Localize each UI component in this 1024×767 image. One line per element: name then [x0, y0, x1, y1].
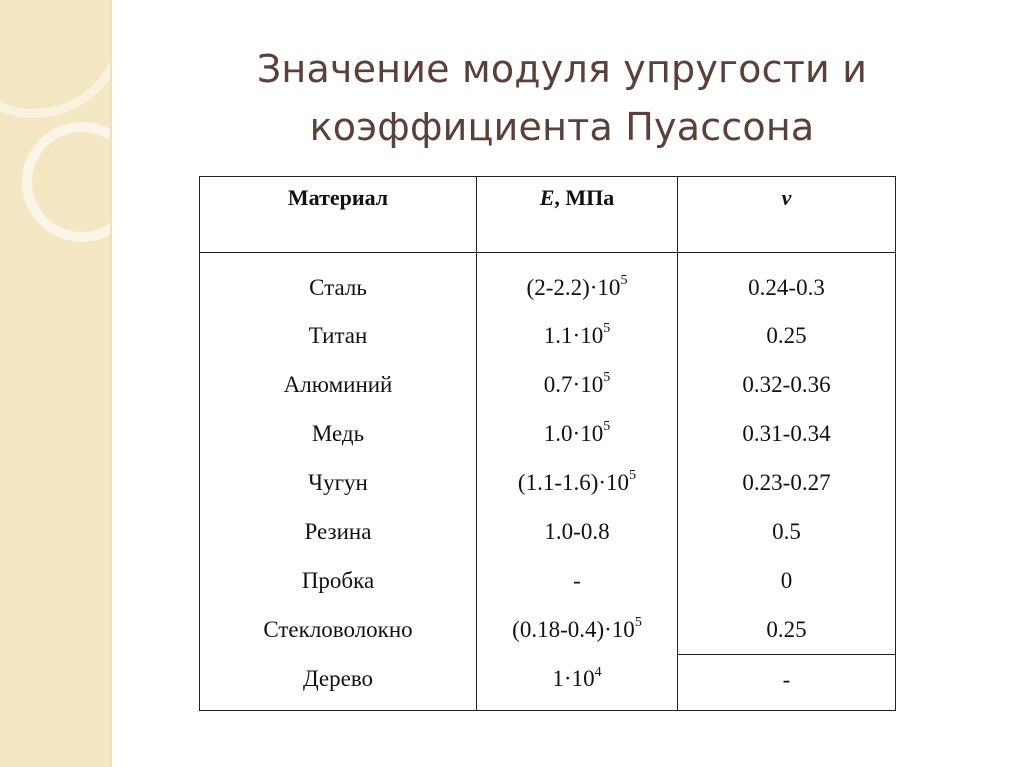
cell-poisson-ratio: 0.23-0.27: [678, 458, 896, 507]
table-header-row: [200, 177, 896, 253]
header-e-unit: , МПа: [554, 185, 615, 210]
cell-poisson-ratio: 0.24-0.3: [678, 253, 896, 312]
table-row: [200, 311, 896, 360]
table-row: [200, 655, 896, 711]
modulus-base: 0.7·10: [543, 371, 604, 397]
cell-poisson-ratio: 0.32-0.36: [678, 360, 896, 409]
slide-title: [150, 40, 974, 156]
cell-poisson-ratio: 0.31-0.34: [678, 409, 896, 458]
header-poisson-ratio: ν: [678, 177, 896, 253]
cell-poisson-ratio: 0.25: [678, 311, 896, 360]
cell-poisson-ratio: 0.5: [678, 507, 896, 556]
cell-poisson-ratio: 0.25: [678, 605, 896, 655]
cell-elastic-modulus: [477, 556, 678, 605]
cell-material: Стекловолокно: [200, 605, 477, 655]
modulus-base: 1.1·10: [543, 322, 604, 348]
cell-elastic-modulus: [477, 458, 678, 507]
modulus-base: (0.18-0.4)·10: [512, 616, 635, 642]
modulus-base: -: [573, 567, 581, 593]
table-row: [200, 458, 896, 507]
modulus-exponent: 5: [603, 418, 611, 434]
cell-elastic-modulus: [477, 253, 678, 312]
table-row: [200, 556, 896, 605]
cell-poisson-ratio: 0: [678, 556, 896, 605]
cell-elastic-modulus: [477, 605, 678, 655]
header-e-symbol: E: [539, 185, 555, 210]
cell-material: Резина: [200, 507, 477, 556]
modulus-exponent: 5: [629, 467, 637, 483]
decorative-circle: [22, 122, 112, 242]
material-properties-table: [199, 176, 896, 711]
header-elastic-modulus: [477, 177, 678, 253]
band-edge: [110, 0, 112, 767]
table-row: [200, 253, 896, 312]
title-line-2: коэффициента Пуассона: [309, 105, 815, 149]
decorative-circle: [0, 0, 112, 118]
title-line-1: Значение модуля упругости и: [256, 47, 868, 91]
modulus-exponent: 5: [620, 273, 628, 289]
cell-elastic-modulus: [477, 360, 678, 409]
cell-material: Титан: [200, 311, 477, 360]
modulus-base: 1·10: [552, 666, 595, 692]
table-row: [200, 409, 896, 458]
modulus-exponent: 5: [634, 615, 642, 631]
modulus-base: 1.0-0.8: [544, 518, 610, 544]
modulus-exponent: 5: [603, 320, 611, 336]
cell-elastic-modulus: [477, 655, 678, 711]
cell-material: Алюминий: [200, 360, 477, 409]
modulus-base: (1.1-1.6)·10: [517, 469, 630, 495]
header-material: Материал: [200, 177, 477, 253]
cell-material: Чугун: [200, 458, 477, 507]
cell-elastic-modulus: [477, 409, 678, 458]
table-row: [200, 360, 896, 409]
modulus-base: 1.0·10: [543, 420, 604, 446]
cell-material: Медь: [200, 409, 477, 458]
cell-material: Пробка: [200, 556, 477, 605]
cell-elastic-modulus: [477, 507, 678, 556]
cell-material: Дерево: [200, 655, 477, 711]
decorative-side-band: [0, 0, 112, 767]
cell-elastic-modulus: [477, 311, 678, 360]
cell-material: Сталь: [200, 253, 477, 312]
modulus-base: (2-2.2)·10: [526, 275, 621, 300]
modulus-exponent: 4: [594, 664, 602, 680]
modulus-exponent: 5: [603, 369, 611, 385]
table-row: [200, 507, 896, 556]
table-row: [200, 605, 896, 655]
cell-poisson-ratio: -: [678, 655, 896, 711]
